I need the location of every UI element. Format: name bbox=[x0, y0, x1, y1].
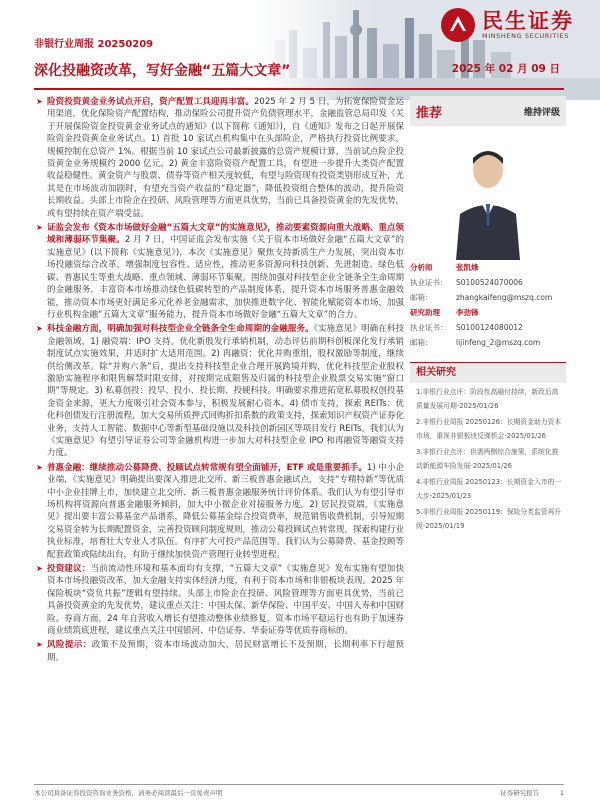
body-paragraph bbox=[34, 639, 404, 664]
rating-bar bbox=[410, 96, 566, 126]
footer-disclaimer: 本公司具备证券投资咨询业务资格，请务必阅读最后一页免责声明 bbox=[34, 789, 223, 797]
arrow-bullet-icon: ➤ bbox=[36, 462, 43, 472]
analyst-block bbox=[410, 260, 566, 350]
analyst-portrait-icon bbox=[452, 144, 524, 260]
analyst-name: 张凯烽 bbox=[456, 263, 479, 272]
body-paragraph bbox=[34, 462, 404, 561]
body-paragraph bbox=[34, 222, 404, 321]
paragraph-text: 当前流动性环境和基本面均有支撑，“五篇大文章”《实施意见》发布实施有望加快资本市场投融资改革，加大金融支持实体经济力度，有利于资本市场和非银板块表现。2025 年保险板块“资负共振”逻辑有望持续。头部上市险企在投研、风险管理等方面更具优势，当前已具备投资黄金的先发优势，建议重点关注：中国太保、新华保险、中国平安、中国人寿和中国财险。券商方面，24 年自营收入增长有望推动整体业绩修复，资本市场平稳运行也有助于加速券商业绩筑底进程，建议重点关注中国银河、中信证券、华泰证券等优质券商标的。 bbox=[47, 564, 404, 637]
email-label: 邮箱： bbox=[410, 338, 433, 347]
header-divider bbox=[34, 88, 564, 90]
related-research-item[interactable]: 3.非银行业点评：供需两侧综合施策，系统化推动新能源车险发展-2025/01/26 bbox=[416, 448, 559, 470]
body-paragraph bbox=[34, 323, 404, 459]
paragraph-lead: 普惠金融：继续推动公募降费、投顾试点转常规有望全面铺开，ETF 或是重要抓手。 bbox=[47, 462, 367, 473]
page-number: 1 bbox=[559, 789, 564, 797]
analyst-cert-row bbox=[410, 320, 566, 335]
cert-label: 执业证书： bbox=[410, 278, 448, 287]
analyst-cert: S0100124080012 bbox=[456, 323, 523, 332]
brand-logo bbox=[440, 4, 600, 46]
analyst-cert: S0100524070006 bbox=[456, 278, 523, 287]
arrow-bullet-icon: ➤ bbox=[36, 564, 43, 574]
analyst-photo bbox=[410, 134, 566, 260]
paragraph-text: 《实施意见》明确在科技金融领域，1) 融资端：IPO 支持。优化新股发行承销机制，动态评估前期科创板深化发行承销制度试点实施效果，并适时扩大适用范围。2) 再融资：优化并购重组，股权激励等制度，继续供给侧改革。除“并购六条”后，提出支持科技型企业合理开展跨境并购，优化科技型企业股权激励实施程序和限售解禁时限安排，对按期完成限售及归属的科技型企业股票交易实施“窗口期”等规定。3) 私募创投：投早、投小、投长期、投硬科技。明确要求推进拓宽私募股权创投基金资金来源，更大力度吸引社会资本参与，积极发展耐心资本。4) 债市支持，探索 REITs：优化科创债发行注册流程，加大交易所质押式回购折扣系数的政策支持，探索知识产权资产证券化业务，支持人工智能、数据中心等新型基础设施以及科技创新园区等项目发行 REITs。我们认为《实施意见》有望引导证券公司等金融机构进一步加大对科技型企业 IPO 和再融资等融资支持力度。 bbox=[47, 324, 404, 459]
analyst-role: 研究助理 bbox=[410, 308, 440, 317]
analyst-name-row bbox=[410, 260, 566, 275]
body-paragraph bbox=[34, 563, 404, 637]
minsheng-logo-icon bbox=[440, 7, 476, 43]
email-label: 邮箱： bbox=[410, 293, 433, 302]
report-header bbox=[0, 0, 600, 100]
related-research-item[interactable]: 4.非银行业周报 20250123：长期资金入市的一大步-2025/01/23 bbox=[416, 478, 562, 500]
footer-report-label: 证券研究报告 bbox=[500, 789, 540, 797]
arrow-bullet-icon: ➤ bbox=[36, 324, 43, 334]
paragraph-lead: 风险提示： bbox=[47, 640, 92, 651]
related-research-heading: 相关研究 bbox=[410, 362, 566, 383]
paragraph-text: 政策不及预期，资本市场波动加大，居民财富增长不及预期，长期利率下行超预期。 bbox=[47, 640, 404, 663]
analyst-email[interactable]: zhangkaifeng@mszq.com bbox=[456, 293, 553, 302]
report-date: 2025 年 02 月 09 日 bbox=[451, 63, 560, 75]
report-body bbox=[34, 96, 404, 776]
analyst-email-row bbox=[410, 290, 566, 305]
analyst-name-row bbox=[410, 305, 566, 320]
arrow-bullet-icon: ➤ bbox=[36, 97, 43, 106]
paragraph-text: 2025 年 2 月 5 日，为拓宽保险资金运用渠道，优化保险资产配置结构，推动保险公司提升资产负债管理水平，金融监管总局印发《关于开展保险资金投资黄金业务试点的通知》(以下简称《通知》)，自《通知》发布之日起开展保险资金投资黄金业务试点。1) 首批 10 家试点机构集中在头部险企，严格执行投资比例要求，规模控制在总资产 1%。根据当前 10 家试点公司最新披露的总资产规模计算，当前试点险企投资黄金业务规模约 2000 亿元。2) 黄金丰富险资资产配置工具，有望进一步提升大类资产配置收益稳健性。黄金资产与股票、债券等资产相关度较低，有望与险资现有投资类别形成互补，尤其是在市场波动加剧时，有望充当资产收益的“稳定器”，降低投资组合整体的波动，提升险资长期收益。头部上市险企在投研、风险管理等方面更具优势，当前已具备投资黄金的先发优势，或有望持续在资产端受益。 bbox=[47, 97, 404, 219]
analyst-email-row bbox=[410, 335, 566, 350]
paragraph-lead: 科技金融方面，明确加强对科技型企业全链条全生命周期的金融服务。 bbox=[47, 324, 314, 335]
paragraph-lead: 证监会发布《资本市场做好金融“五篇大文章”的实施意见》，推动要素资源向重大战略、重点领域和薄弱环节集聚。 bbox=[47, 223, 404, 246]
brand-name-en: MINSHENG SECURITIES bbox=[482, 32, 569, 40]
paragraph-lead: 投资建议： bbox=[47, 564, 91, 575]
arrow-bullet-icon: ➤ bbox=[36, 223, 43, 233]
analyst-role: 分析师 bbox=[410, 263, 433, 272]
page-footer bbox=[34, 784, 564, 797]
footer-right bbox=[500, 788, 564, 797]
analyst-cert-row bbox=[410, 275, 566, 290]
paragraph-lead: 险资投资黄金业务试点开启，资产配置工具迎再丰富。 bbox=[47, 97, 255, 107]
analyst-name: 李劲锋 bbox=[456, 308, 479, 317]
report-sidebar bbox=[410, 96, 566, 533]
report-type: 非银行业周报 20250209 bbox=[34, 39, 154, 50]
recommendation-label: 推荐 bbox=[416, 105, 443, 121]
cert-label: 执业证书： bbox=[410, 323, 448, 332]
related-research-item[interactable]: 2.非银行业周报 20250126：长期资金助力资本市场，重视非银板块反弹机会-2025/01/26 bbox=[416, 418, 562, 440]
rating-label: 维持评级 bbox=[523, 107, 560, 118]
analyst-email[interactable]: lijinfeng_2@mszq.com bbox=[456, 338, 541, 347]
arrow-bullet-icon: ➤ bbox=[36, 640, 43, 650]
brand-name-cn: 民生证券 bbox=[482, 9, 574, 33]
report-title: 深化投融资改革，写好金融“五篇大文章” bbox=[34, 63, 291, 79]
related-research-item[interactable]: 1.非银行业点评：阶段性高融付持续，新政后高质量发展可期-2025/01/26 bbox=[416, 388, 559, 410]
paragraph-text: 2 月 7 日，中国证监会发布实施《关于资本市场做好金融“五篇大文章”的实施意见》(以下简称《实施意见》)，本次《实施意见》聚焦支持新质生产力发展，突出资本市场投融资综合改革，增强制度包容性、适应性，推动更多资源向科技创新、先进制造、绿色低碳、普惠民生等重大战略、重点领域、薄弱环节集聚。围绕加强对科技型企业全链条全生命周期的金融服务，丰富资本市场推动绿色低碳转型的产品制度体系，提升资本市场服务普惠金融效能，推动资本市场更好满足多元化养老金融需求，加快推进数字化、智能化赋能资本市场，加强行业机构金融“五篇大文章”服务能力，提升资本市场做好金融“五篇大文章”的合力。 bbox=[47, 235, 404, 320]
paragraph-text: 1) 中小企业端，《实施意见》明确提出要深入推进北交所、新三板普惠金融试点，支持“专精特新”等优质中小企业挂牌上市，加快建立北交所、新三板普惠金融服务统计评价体系。我们认为有望引导市场机构将资源向普惠金融服务倾斜，加大中小微企业对接服务力度。2) 居民投资端，《实施意见》提出要丰富公募基金产品谱系，降低公募基金综合投资费率，规范销售收费机制，引导短期交易资金转为长期配置资金，完善投资顾问制度规则，推动公募投顾试点转常规，探索构建行业执业标准，培育壮大专业人才队伍。有序扩大可投产品范围等。我们认为公募降费、基金投顾等配套政策或陆续出台，有助于继续加快资产管理行业转型进程。 bbox=[47, 462, 404, 560]
related-research-item[interactable]: 5.非银行业周报 20250119：保险分类监管再升级-2025/01/19 bbox=[416, 508, 562, 530]
body-paragraph bbox=[34, 96, 404, 220]
